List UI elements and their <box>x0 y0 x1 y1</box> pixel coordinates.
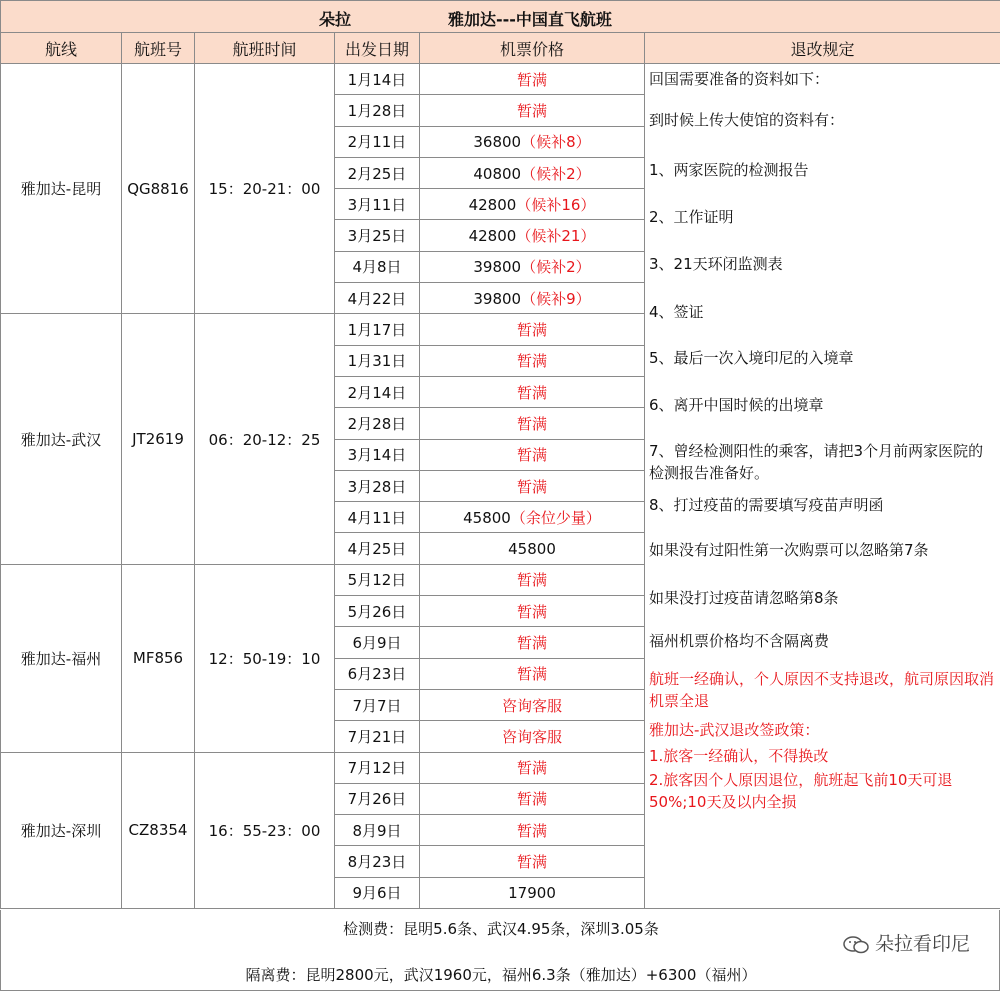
price-value: 39800 <box>473 289 522 308</box>
header-price: 机票价格 <box>420 33 645 64</box>
availability-note: 暂满 <box>516 321 547 340</box>
price-cell <box>420 564 645 595</box>
date-cell: 1月14日 <box>335 64 420 95</box>
header-rules: 退改规定 <box>645 33 1000 64</box>
price-value: 45800 <box>463 508 511 527</box>
availability-note: 暂满 <box>516 853 547 872</box>
availability-note: 暂满 <box>516 446 547 465</box>
flight-no-cell: QG8816 <box>122 64 195 314</box>
availability-note: （候补2） <box>521 258 591 277</box>
availability-note: （候补9） <box>521 289 591 308</box>
date-cell: 3月14日 <box>335 439 420 470</box>
rule-line: 回国需要准备的资料如下： <box>649 70 830 88</box>
price-cell <box>420 157 645 188</box>
rule-line: 1、两家医院的检测报告 <box>649 161 809 179</box>
price-cell <box>420 345 645 376</box>
date-cell: 8月23日 <box>335 846 420 877</box>
rule-line: 4、签证 <box>649 303 704 321</box>
rule-line: 到时候上传大使馆的资料有： <box>649 111 845 129</box>
price-value: 17900 <box>508 883 556 902</box>
rule-line: 5、最后一次入境印尼的入境章 <box>649 349 854 367</box>
flight-time-cell: 15：20-21：00 <box>195 64 335 314</box>
wechat-icon <box>843 936 869 954</box>
table-row <box>1 64 1000 95</box>
rule-line: 7、曾经检测阳性的乘客，请把3个月前两家医院的检测报告准备好。 <box>649 442 984 482</box>
price-cell <box>420 658 645 689</box>
route-cell: 雅加达-福州 <box>1 564 122 752</box>
price-cell <box>420 251 645 282</box>
header-route: 航线 <box>1 33 122 64</box>
date-cell: 7月26日 <box>335 783 420 814</box>
availability-note: 暂满 <box>516 352 547 371</box>
price-cell <box>420 64 645 95</box>
rule-line: 如果没打过疫苗请忽略第8条 <box>649 589 839 607</box>
header-date: 出发日期 <box>335 33 420 64</box>
date-cell: 2月28日 <box>335 408 420 439</box>
price-cell <box>420 408 645 439</box>
availability-note: 暂满 <box>516 414 547 433</box>
availability-note: 暂满 <box>516 571 547 590</box>
date-cell: 8月9日 <box>335 815 420 846</box>
availability-note: 暂满 <box>516 477 547 496</box>
date-cell: 4月22日 <box>335 283 420 314</box>
price-cell <box>420 283 645 314</box>
date-cell: 5月12日 <box>335 564 420 595</box>
date-cell: 4月11日 <box>335 502 420 533</box>
rule-line: 6、离开中国时候的出境章 <box>649 396 824 414</box>
date-cell: 6月23日 <box>335 658 420 689</box>
title-row <box>1 1 1000 33</box>
rule-line: 雅加达-武汉退改签政策： <box>649 721 820 739</box>
availability-note: 暂满 <box>516 602 547 621</box>
header-row <box>1 33 1000 64</box>
availability-note: 暂满 <box>516 101 547 120</box>
flight-no-cell: MF856 <box>122 564 195 752</box>
route-cell: 雅加达-昆明 <box>1 64 122 314</box>
availability-note: 暂满 <box>516 383 547 402</box>
date-cell: 2月14日 <box>335 376 420 407</box>
availability-note: （候补8） <box>521 133 591 152</box>
header-flight-no: 航班号 <box>122 33 195 64</box>
date-cell: 1月28日 <box>335 95 420 126</box>
date-cell: 7月7日 <box>335 689 420 720</box>
date-cell: 7月21日 <box>335 721 420 752</box>
price-value: 45800 <box>508 539 556 558</box>
flight-no-cell: CZ8354 <box>122 752 195 908</box>
price-cell <box>420 470 645 501</box>
rules-cell <box>645 64 1000 909</box>
watermark-text: 朵拉看印尼 <box>874 933 970 955</box>
availability-note: 咨询客服 <box>501 696 562 715</box>
rule-line: 航班一经确认，个人原因不支持退改，航司原因取消机票全退 <box>649 670 995 710</box>
price-cell <box>420 439 645 470</box>
date-cell: 3月11日 <box>335 189 420 220</box>
price-value: 42800 <box>468 195 517 214</box>
rule-line: 3、21天环闭监测表 <box>649 255 783 273</box>
price-cell <box>420 533 645 564</box>
rule-line: 8、打过疫苗的需要填写疫苗声明函 <box>649 496 884 514</box>
price-cell <box>420 815 645 846</box>
page-title: 雅加达---中国直飞航班 <box>448 10 612 29</box>
price-cell <box>420 596 645 627</box>
availability-note: （余位少量） <box>510 508 601 527</box>
price-cell <box>420 689 645 720</box>
flight-time-cell: 12：50-19：10 <box>195 564 335 752</box>
date-cell: 1月31日 <box>335 345 420 376</box>
date-cell: 5月26日 <box>335 596 420 627</box>
quarantine-fee-text: 隔离费：昆明2800元，武汉1960元，福州6.3条（雅加达）+6300（福州） <box>245 966 757 984</box>
date-cell: 2月25日 <box>335 157 420 188</box>
price-cell <box>420 220 645 251</box>
availability-note: 暂满 <box>516 790 547 809</box>
date-cell: 9月6日 <box>335 877 420 908</box>
route-cell: 雅加达-深圳 <box>1 752 122 908</box>
price-cell <box>420 502 645 533</box>
date-cell: 2月11日 <box>335 126 420 157</box>
date-cell: 3月28日 <box>335 470 420 501</box>
rule-line: 1.旅客一经确认，不得换改 <box>649 747 829 765</box>
availability-note: （候补16） <box>516 195 596 214</box>
availability-note: （候补21） <box>516 227 596 246</box>
route-cell: 雅加达-武汉 <box>1 314 122 564</box>
availability-note: 暂满 <box>516 759 547 778</box>
availability-note: 暂满 <box>516 633 547 652</box>
availability-note: 咨询客服 <box>501 727 562 746</box>
availability-note: 暂满 <box>516 665 547 684</box>
price-value: 42800 <box>468 227 517 246</box>
price-cell <box>420 877 645 908</box>
price-cell <box>420 721 645 752</box>
date-cell: 4月8日 <box>335 251 420 282</box>
price-value: 40800 <box>473 164 522 183</box>
rule-line: 福州机票价格均不含隔离费 <box>649 632 830 650</box>
watermark <box>843 929 970 956</box>
date-cell: 1月17日 <box>335 314 420 345</box>
price-cell <box>420 95 645 126</box>
rule-line: 如果没有过阳性第一次购票可以忽略第7条 <box>649 541 929 559</box>
flight-time-cell: 16：55-23：00 <box>195 752 335 908</box>
brand-name: 朵拉 <box>319 10 352 29</box>
price-value: 39800 <box>473 258 522 277</box>
price-cell <box>420 189 645 220</box>
price-cell <box>420 783 645 814</box>
price-cell <box>420 752 645 783</box>
header-flight-time: 航班时间 <box>195 33 335 64</box>
date-cell: 7月12日 <box>335 752 420 783</box>
date-cell: 4月25日 <box>335 533 420 564</box>
rule-line: 2.旅客因个人原因退位，航班起飞前10天可退50%;10天及以内全损 <box>649 771 953 811</box>
flight-no-cell: JT2619 <box>122 314 195 564</box>
date-cell: 6月9日 <box>335 627 420 658</box>
availability-note: （候补2） <box>521 164 591 183</box>
flight-time-cell: 06：20-12：25 <box>195 314 335 564</box>
price-cell <box>420 126 645 157</box>
date-cell: 3月25日 <box>335 220 420 251</box>
price-value: 36800 <box>473 133 522 152</box>
price-cell <box>420 627 645 658</box>
price-cell <box>420 314 645 345</box>
availability-note: 暂满 <box>516 70 547 89</box>
price-cell <box>420 846 645 877</box>
availability-note: 暂满 <box>516 821 547 840</box>
price-cell <box>420 376 645 407</box>
test-fee-text: 检测费：昆明5.6条、武汉4.95条，深圳3.05条 <box>343 920 659 938</box>
rule-line: 2、工作证明 <box>649 208 734 226</box>
